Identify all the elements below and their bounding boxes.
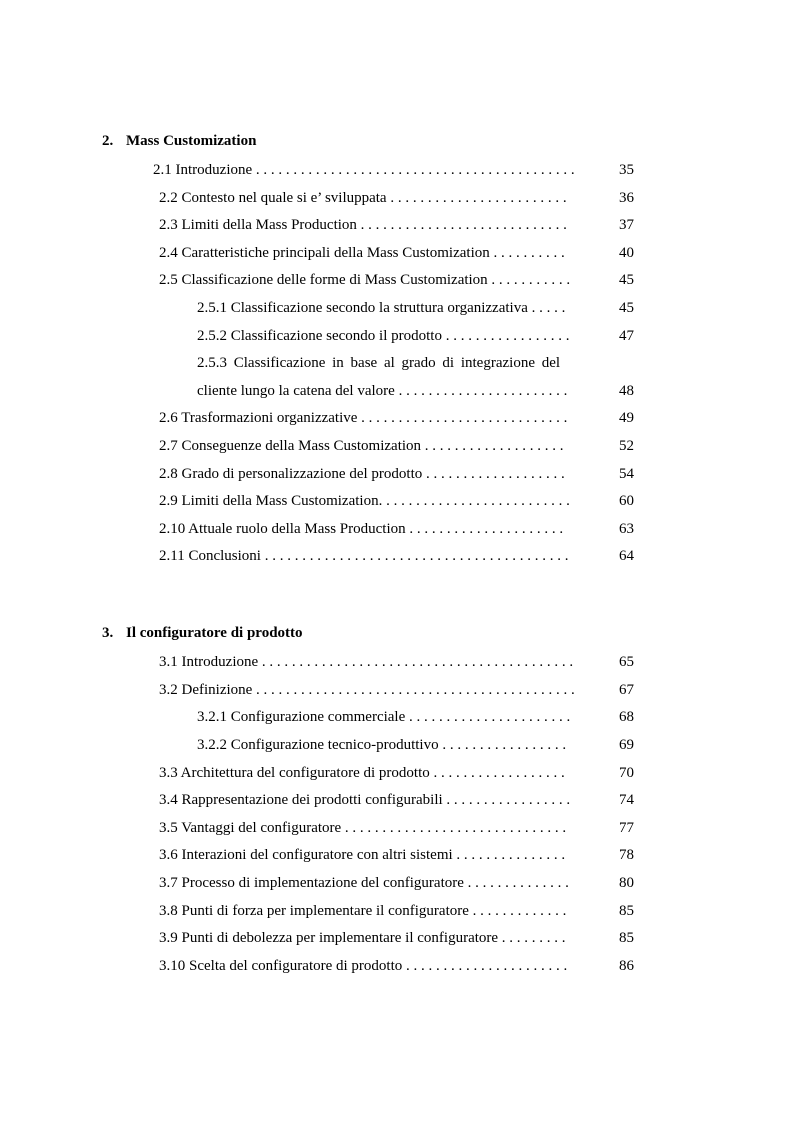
toc-entry-page: 45 [619, 300, 634, 316]
chapter-heading [102, 133, 256, 150]
toc-entry-text: 2.4 Caratteristiche principali della Mass Customization . . . . . . . . . . [159, 245, 565, 261]
chapter-number: 2. [102, 133, 114, 149]
chapter-title: Mass Customization [126, 133, 257, 149]
toc-entry-text: 2.5 Classificazione delle forme di Mass Customization . . . . . . . . . . . [159, 272, 571, 288]
toc-entry-text: 3.1 Introduzione . . . . . . . . . . . . . . . . . . . . . . . . . . . . . . . . . . . . . . . . . . [159, 654, 574, 670]
toc-entry-text: 2.6 Trasformazioni organizzative . . . . . . . . . . . . . . . . . . . . . . . . . . . . [159, 410, 568, 426]
toc-entry-page: 35 [619, 162, 634, 178]
toc-entry-page: 70 [619, 765, 634, 781]
toc-entry-text: 3.7 Processo di implementazione del configuratore . . . . . . . . . . . . . . [159, 875, 569, 891]
toc-entry-text: 2.11 Conclusioni . . . . . . . . . . . . . . . . . . . . . . . . . . . . . . . . . . . . . . . . . [159, 548, 569, 564]
toc-entry-text: 3.8 Punti di forza per implementare il configuratore . . . . . . . . . . . . . [159, 903, 567, 919]
toc-entry-page: 37 [619, 217, 634, 233]
toc-entry-page: 49 [619, 410, 634, 426]
toc-entry-text: 2.2 Contesto nel quale si e’ sviluppata . . . . . . . . . . . . . . . . . . . . . . . . [159, 190, 567, 206]
chapter-title: Il configuratore di prodotto [126, 625, 303, 641]
toc-entry-text: 3.2 Definizione . . . . . . . . . . . . . . . . . . . . . . . . . . . . . . . . . . . . . . . . . . . [159, 682, 575, 698]
toc-entry-text: 2.7 Conseguenze della Mass Customization . . . . . . . . . . . . . . . . . . . [159, 438, 564, 454]
toc-entry-page: 52 [619, 438, 634, 454]
toc-entry-text: 2.5.2 Classificazione secondo il prodotto . . . . . . . . . . . . . . . . . [197, 328, 570, 344]
toc-entry-page: 78 [619, 847, 634, 863]
toc-entry-page: 63 [619, 521, 634, 537]
toc-entry-text: 2.10 Attuale ruolo della Mass Production . . . . . . . . . . . . . . . . . . . . . [159, 521, 564, 537]
chapter-heading [102, 625, 303, 642]
toc-entry-page: 47 [619, 328, 634, 344]
toc-entry-page: 67 [619, 682, 634, 698]
toc-entry-text: 3.2.1 Configurazione commerciale . . . . . . . . . . . . . . . . . . . . . . [197, 709, 571, 725]
toc-entry-page: 68 [619, 709, 634, 725]
toc-entry-text: 3.4 Rappresentazione dei prodotti configurabili . . . . . . . . . . . . . . . . . [159, 792, 571, 808]
toc-entry-page: 85 [619, 930, 634, 946]
toc-entry-page: 45 [619, 272, 634, 288]
toc-entry-text: 3.5 Vantaggi del configuratore . . . . . . . . . . . . . . . . . . . . . . . . . . . . . . [159, 820, 567, 836]
toc-entry-text: 2.1 Introduzione . . . . . . . . . . . . . . . . . . . . . . . . . . . . . . . . . . . . . . . . . . . [153, 162, 575, 178]
toc-entry-page: 36 [619, 190, 634, 206]
toc-entry-text: cliente lungo la catena del valore . . . . . . . . . . . . . . . . . . . . . . . [197, 383, 568, 399]
toc-entry-page: 86 [619, 958, 634, 974]
toc-entry-page: 54 [619, 466, 634, 482]
chapter-number: 3. [102, 625, 114, 641]
toc-entry-text: 3.9 Punti di debolezza per implementare il configuratore . . . . . . . . . [159, 930, 566, 946]
toc-entry-page: 40 [619, 245, 634, 261]
toc-entry-page: 64 [619, 548, 634, 564]
toc-entry-page: 80 [619, 875, 634, 891]
toc-entry-text: 2.5.3 Classificazione in base al grado di integrazione del [197, 355, 561, 371]
toc-entry-text: 2.9 Limiti della Mass Customization. . . . . . . . . . . . . . . . . . . . . . . . . . [159, 493, 570, 509]
toc-entry-text: 3.6 Interazioni del configuratore con altri sistemi . . . . . . . . . . . . . . . [159, 847, 566, 863]
toc-entry-text: 3.2.2 Configurazione tecnico-produttivo . . . . . . . . . . . . . . . . . [197, 737, 567, 753]
toc-entry-text: 2.5.1 Classificazione secondo la struttura organizzativa . . . . . [197, 300, 566, 316]
toc-entry-page: 69 [619, 737, 634, 753]
toc-entry-page: 74 [619, 792, 634, 808]
toc-entry-text: 2.3 Limiti della Mass Production . . . . . . . . . . . . . . . . . . . . . . . . . . . . [159, 217, 567, 233]
toc-entry-page: 85 [619, 903, 634, 919]
toc-subentry[interactable] [197, 353, 597, 373]
toc-entry-text: 3.3 Architettura del configuratore di prodotto . . . . . . . . . . . . . . . . . . [159, 765, 565, 781]
toc-entry-page: 77 [619, 820, 634, 836]
toc-entry-page: 65 [619, 654, 634, 670]
toc-entry-page: 48 [619, 383, 634, 399]
toc-entry-text: 2.8 Grado di personalizzazione del prodotto . . . . . . . . . . . . . . . . . . . [159, 466, 565, 482]
toc-entry-text: 3.10 Scelta del configuratore di prodotto . . . . . . . . . . . . . . . . . . . . . . [159, 958, 568, 974]
toc-entry-page: 60 [619, 493, 634, 509]
